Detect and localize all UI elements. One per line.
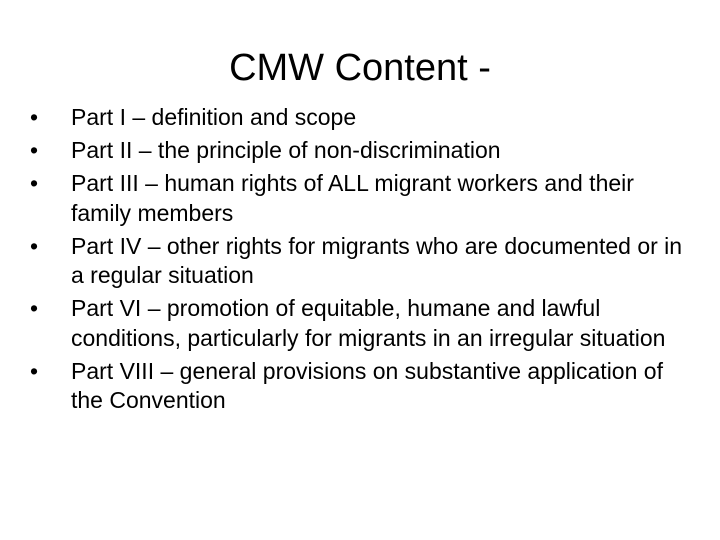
bullet-item-part-6: [30, 294, 690, 353]
bullet-icon: •: [30, 357, 39, 384]
bullet-icon: •: [30, 104, 39, 130]
bullet-item-part-1: [30, 103, 690, 133]
bullet-icon: •: [30, 295, 39, 321]
bullet-text: Part VIII – general provisions on substantive application of the Convention: [71, 357, 663, 413]
slide-title: CMW Content -: [229, 47, 491, 89]
bullet-icon: •: [30, 137, 39, 163]
bullet-text: Part I – definition and scope: [71, 104, 357, 130]
bullet-list: [30, 103, 690, 419]
bullet-item-part-4: [30, 232, 690, 291]
bullet-item-part-3: [30, 169, 690, 228]
bullet-text: Part III – human rights of ALL migrant workers and their family members: [71, 170, 634, 226]
bullet-text: Part IV – other rights for migrants who are documented or in a regular situation: [71, 232, 683, 288]
bullet-icon: •: [30, 232, 39, 259]
bullet-item-part-2: [30, 136, 690, 166]
bullet-item-part-8: [30, 357, 690, 416]
bullet-icon: •: [30, 170, 39, 196]
bullet-text: Part VI – promotion of equitable, humane and lawful conditions, particularly for migrants in an irregular situation: [71, 295, 666, 351]
bullet-text: Part II – the principle of non-discrimination: [71, 137, 501, 163]
